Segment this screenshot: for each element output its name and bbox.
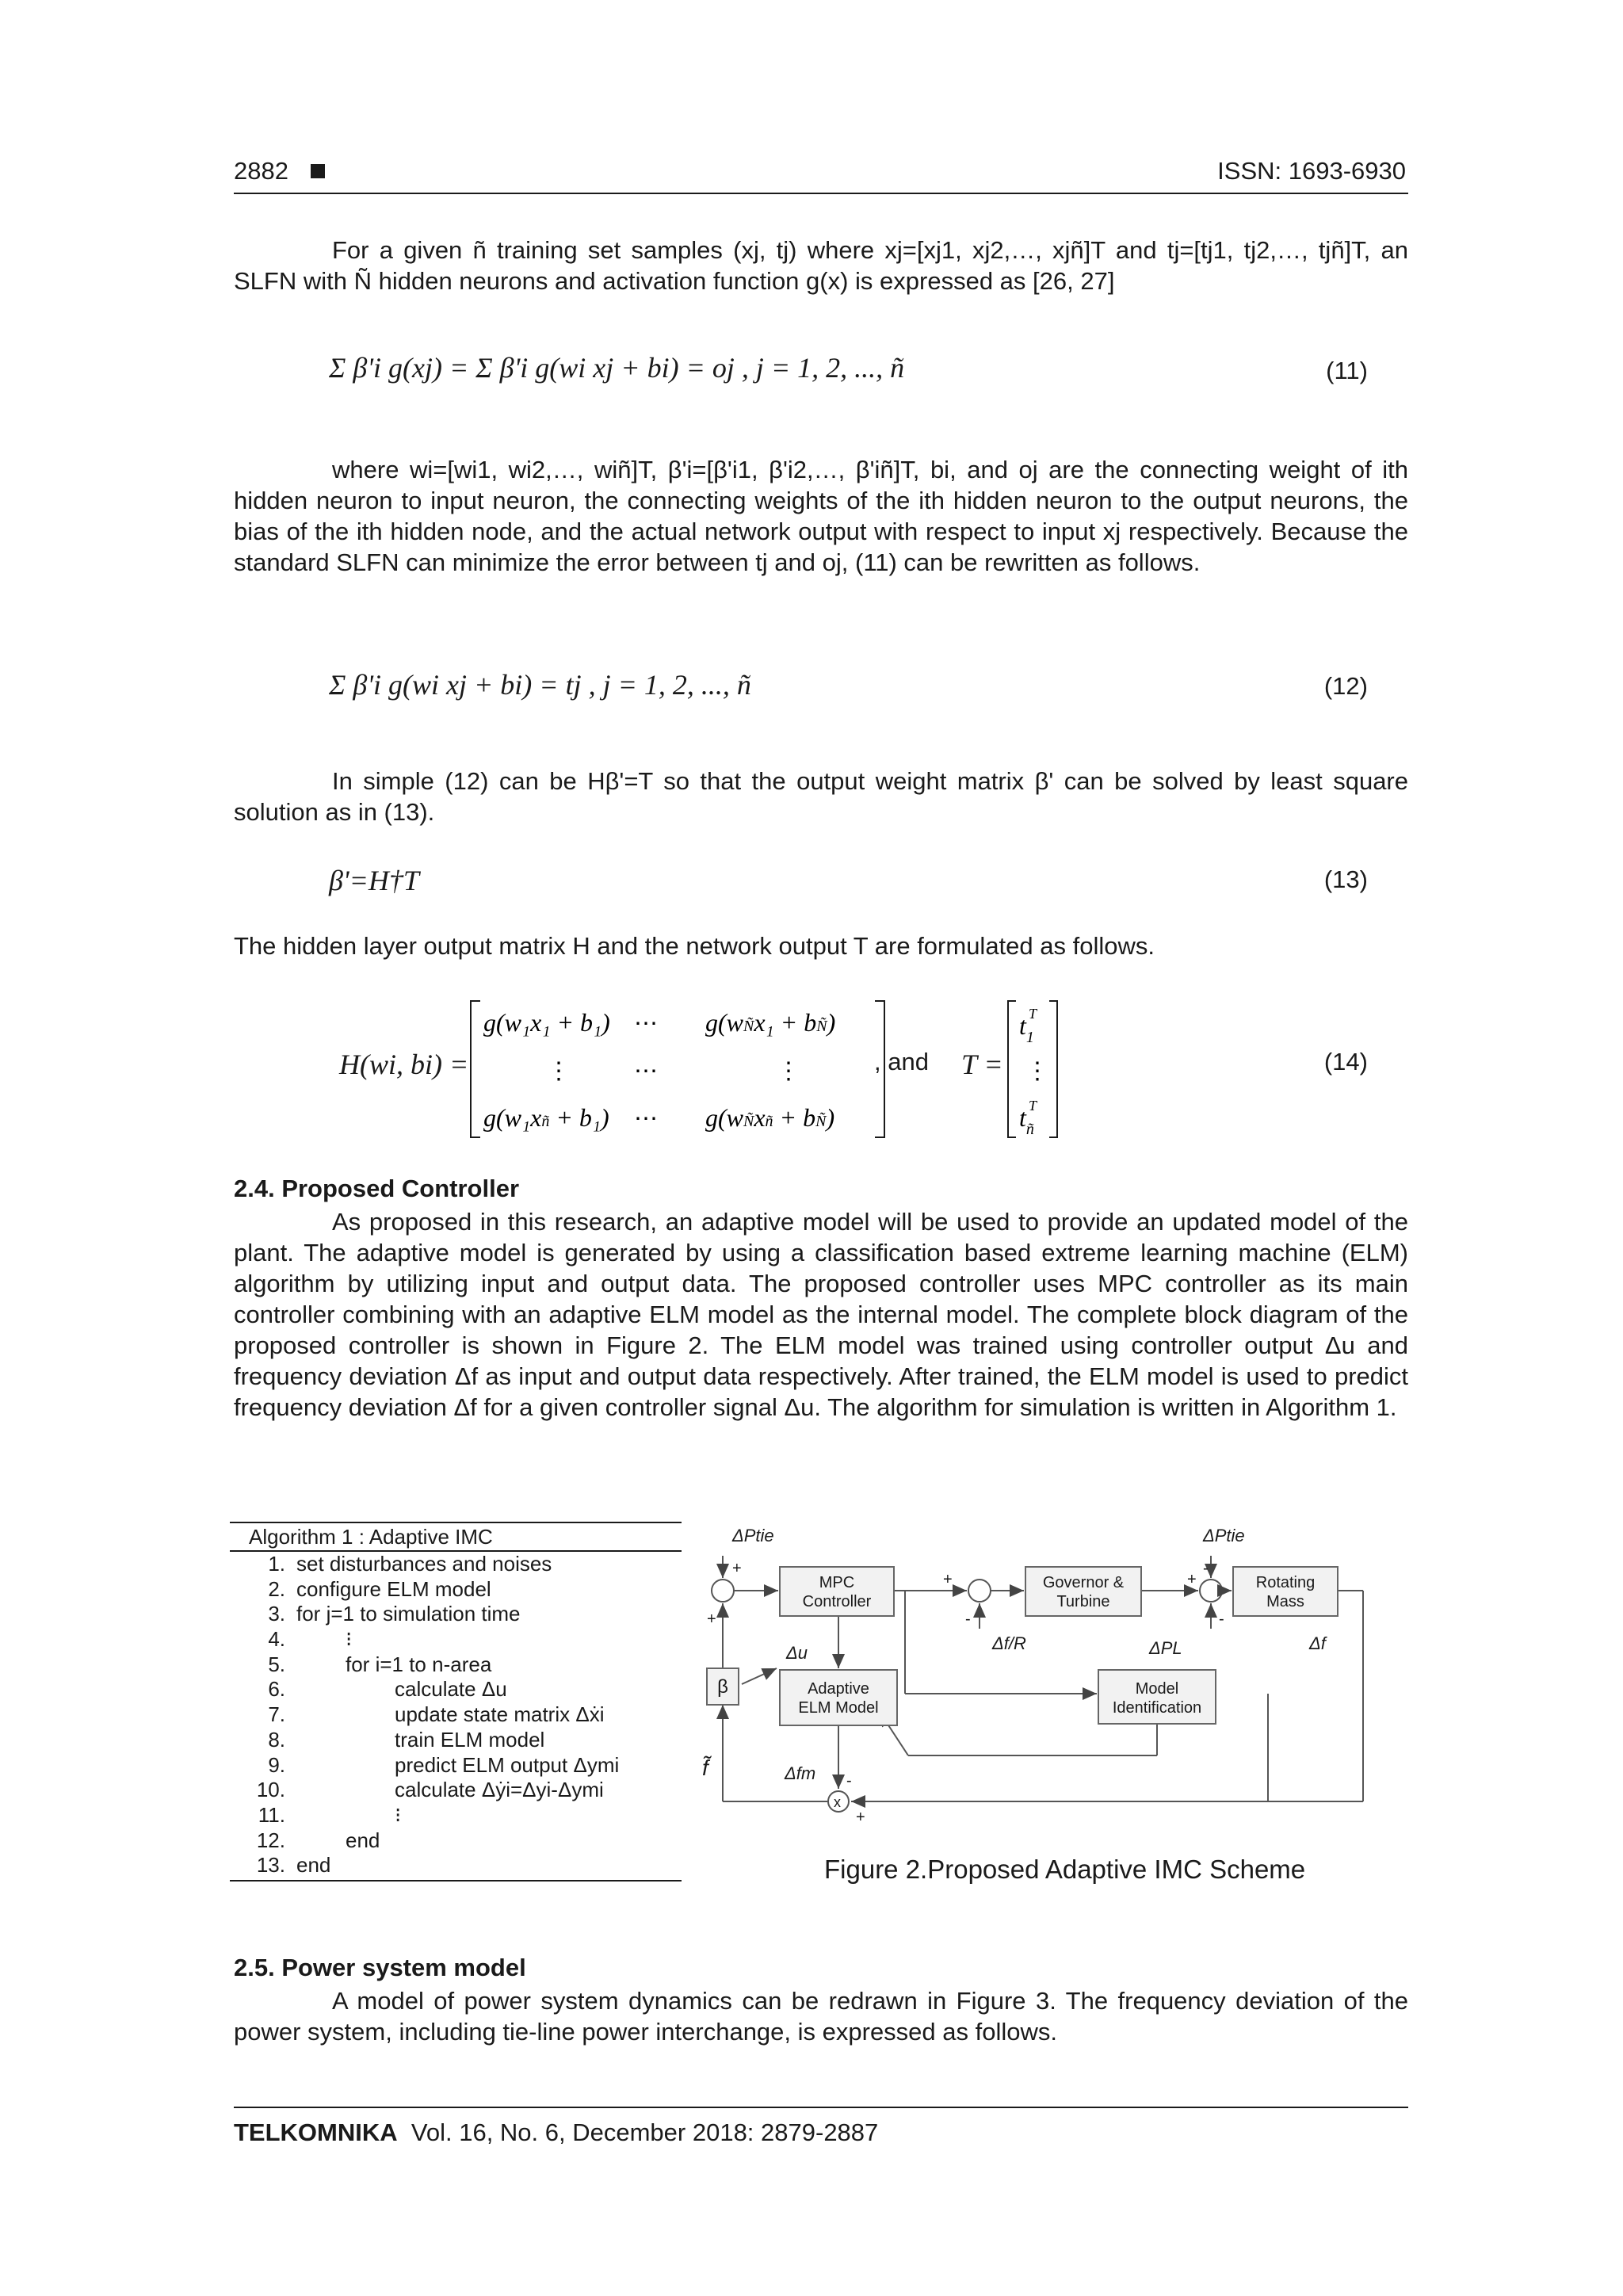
equation-13-number: (13) bbox=[1323, 865, 1368, 893]
svg-text:+: + bbox=[943, 1571, 953, 1588]
section-heading-2-4: 2.4. Proposed Controller bbox=[234, 1175, 520, 1202]
equation-11: Σ β'i g(xj) = Σ β'i g(wi xj + bi) = oj , j = 1, 2, ..., ñ bbox=[329, 352, 905, 384]
equation-14-and: , and bbox=[874, 1048, 929, 1075]
svg-text:-: - bbox=[1219, 1610, 1224, 1628]
algorithm-row bbox=[230, 1677, 682, 1702]
svg-text:⋯: ⋯ bbox=[634, 1058, 658, 1084]
header-rule bbox=[234, 193, 1408, 194]
svg-text:ΔPtie: ΔPtie bbox=[1203, 1526, 1245, 1545]
svg-text:Adaptive: Adaptive bbox=[808, 1680, 869, 1698]
svg-text:g(w₁x₁ + b₁): g(w₁x₁ + b₁) bbox=[483, 1008, 610, 1037]
equation-14-rhs: T = bbox=[961, 1049, 1003, 1080]
algorithm-row-text: ⁝ bbox=[346, 1627, 353, 1652]
svg-text:g(w₁xñ + b₁): g(w₁xñ + b₁) bbox=[483, 1103, 609, 1132]
header-square-icon bbox=[311, 164, 325, 178]
sum-junction-1 bbox=[712, 1580, 734, 1602]
algorithm-row bbox=[230, 1853, 682, 1878]
adaptive-elm-block bbox=[780, 1670, 897, 1725]
svg-text:Identification: Identification bbox=[1112, 1699, 1202, 1717]
sum-junction-2 bbox=[968, 1580, 991, 1602]
svg-text:⋮: ⋮ bbox=[1025, 1058, 1049, 1084]
algorithm-row-text: calculate Δẏi=Δyi-Δymi bbox=[395, 1778, 604, 1802]
page-number: 2882 bbox=[234, 157, 288, 185]
svg-text:+: + bbox=[732, 1560, 742, 1577]
algorithm-row bbox=[230, 1803, 682, 1828]
equation-12: Σ β'i g(wi xj + bi) = tj , j = 1, 2, ..., ñ bbox=[329, 669, 751, 701]
svg-text:ΔPL: ΔPL bbox=[1149, 1638, 1182, 1658]
svg-text:Mass: Mass bbox=[1266, 1593, 1304, 1610]
svg-text:f̃: f̃ bbox=[702, 1755, 708, 1780]
algorithm-row-number: 8. bbox=[268, 1727, 285, 1752]
svg-text:Δfm: Δfm bbox=[785, 1763, 816, 1783]
equation-14-matrix-h bbox=[468, 995, 911, 1145]
paragraph-5: As proposed in this research, an adaptive model will be used to provide an updated model of the plant. The adaptive model is generated by using a classification based extreme learning machine (ELM) algorithm by utilizing input and output data. The proposed controller uses MPC controller as its main controller combining with an adaptive ELM model as the internal model. The complete block diagram of the proposed controller is shown in Figure 2. The ELM model was trained using controller output Δu and frequency deviation Δf as input and output data respectively. After trained, the ELM model is used to predict frequency deviation Δf for a given controller signal Δu. The algorithm for simulation is written in Algorithm 1. bbox=[234, 1208, 1408, 1421]
algorithm-row bbox=[230, 1728, 682, 1753]
algorithm-rows bbox=[230, 1552, 682, 1878]
algorithm-row bbox=[230, 1602, 682, 1627]
svg-text:-: - bbox=[965, 1610, 971, 1628]
svg-text:-: - bbox=[846, 1772, 852, 1790]
algorithm-row-text: set disturbances and noises bbox=[296, 1552, 552, 1576]
algorithm-row-number: 4. bbox=[268, 1627, 285, 1652]
svg-text:Controller: Controller bbox=[802, 1593, 872, 1610]
svg-text:g(wÑxñ + bÑ): g(wÑxñ + bÑ) bbox=[705, 1103, 835, 1132]
footer bbox=[234, 2118, 878, 2147]
algorithm-row-text: ⁝ bbox=[395, 1802, 402, 1827]
svg-text:Governor &: Governor & bbox=[1042, 1574, 1125, 1591]
equation-14-matrix-t bbox=[1005, 995, 1068, 1145]
svg-text:Δu: Δu bbox=[786, 1643, 808, 1663]
equation-13: β'=H†T bbox=[329, 865, 419, 896]
algorithm-row bbox=[230, 1652, 682, 1678]
svg-text:+: + bbox=[707, 1610, 716, 1628]
paragraph-2: where wi=[wi1, wi2,…, wiñ]T, β'i=[β'i1, β'i2,…, β'iñ]T, bi, and oj are the connecting weight of ith hidden neuron to input neuron, the connecting weights of the ith hidden neuron to the output neurons, the bias of the ith hidden node, and the actual network output with respect to input xj respectively. Because the standard SLFN can minimize the error between tj and oj, (11) can be rewritten as follows. bbox=[234, 456, 1408, 576]
svg-text:Turbine: Turbine bbox=[1056, 1593, 1110, 1610]
svg-text:⋮: ⋮ bbox=[777, 1058, 800, 1084]
svg-text:T: T bbox=[1029, 1006, 1037, 1022]
algorithm-bottom-rule bbox=[230, 1880, 682, 1881]
algorithm-row-text: update state matrix Δẋi bbox=[395, 1702, 605, 1727]
algorithm-row-text: for j=1 to simulation time bbox=[296, 1602, 521, 1626]
algorithm-row-number: 9. bbox=[268, 1752, 285, 1777]
section-heading-2-5: 2.5. Power system model bbox=[234, 1954, 526, 1981]
algorithm-row-text: calculate Δu bbox=[395, 1677, 507, 1702]
algorithm-row bbox=[230, 1552, 682, 1577]
svg-text:Rotating: Rotating bbox=[1255, 1574, 1316, 1591]
algorithm-title: Algorithm 1 : Adaptive IMC bbox=[230, 1522, 682, 1552]
algorithm-row bbox=[230, 1778, 682, 1803]
svg-text:-: - bbox=[1203, 1560, 1209, 1577]
algorithm-row-text: predict ELM output Δymi bbox=[395, 1752, 620, 1777]
svg-text:⋯: ⋯ bbox=[634, 1010, 658, 1037]
algorithm-row-number: 3. bbox=[268, 1602, 285, 1626]
svg-text:⋯: ⋯ bbox=[634, 1106, 658, 1132]
algorithm-row bbox=[230, 1702, 682, 1728]
equation-11-number: (11) bbox=[1326, 357, 1368, 384]
algorithm-row-text: for i=1 to n-area bbox=[346, 1652, 492, 1676]
issn: ISSN: 1693-6930 bbox=[1217, 157, 1406, 185]
footer-journal: TELKOMNIKA bbox=[234, 2118, 398, 2146]
svg-text:T: T bbox=[1029, 1098, 1037, 1114]
algorithm-row bbox=[230, 1828, 682, 1854]
svg-text:ELM Model: ELM Model bbox=[798, 1699, 879, 1717]
algorithm-row-number: 11. bbox=[258, 1802, 285, 1827]
paragraph-3: In simple (12) can be Hβ'=T so that the output weight matrix β' can be solved by least square solution as in (13). bbox=[234, 767, 1408, 826]
svg-text:β: β bbox=[717, 1676, 728, 1698]
algorithm-row-number: 7. bbox=[268, 1702, 285, 1727]
sum-junction-3 bbox=[1200, 1580, 1222, 1602]
algorithm-row-text: end bbox=[346, 1828, 380, 1852]
algorithm-row-number: 10. bbox=[256, 1778, 285, 1802]
svg-text:ΔPtie: ΔPtie bbox=[732, 1526, 774, 1545]
algorithm-row bbox=[230, 1627, 682, 1652]
svg-text:Δf: Δf bbox=[1309, 1633, 1326, 1653]
algorithm-box bbox=[230, 1522, 682, 1881]
algorithm-row-number: 2. bbox=[268, 1576, 285, 1601]
paragraph-1: For a given ñ training set samples (xj, tj) where xj=[xj1, xj2,…, xjñ]T and tj=[tj1, tj2,…, tjñ]T, an SLFN with Ñ hidden neurons and activation function g(x) is expressed as [26, 27] bbox=[234, 236, 1408, 295]
algorithm-row-number: 1. bbox=[268, 1552, 285, 1576]
algorithm-row-number: 5. bbox=[268, 1652, 285, 1676]
algorithm-row-number: 13. bbox=[256, 1853, 285, 1878]
svg-text:t1: $t_1$ bbox=[1019, 1011, 1034, 1046]
algorithm-row bbox=[230, 1577, 682, 1603]
figure-2-diagram bbox=[697, 1518, 1379, 1827]
svg-text:⋮: ⋮ bbox=[547, 1058, 571, 1084]
equation-14-number: (14) bbox=[1323, 1048, 1368, 1075]
algorithm-row bbox=[230, 1753, 682, 1778]
svg-text:+: + bbox=[1187, 1571, 1197, 1588]
paragraph-4: The hidden layer output matrix H and the network output T are formulated as follows. bbox=[234, 932, 1155, 960]
svg-text:tñ: $t_ñ$ bbox=[1019, 1103, 1034, 1138]
svg-text:MPC: MPC bbox=[819, 1574, 855, 1591]
footer-rule bbox=[234, 2107, 1408, 2108]
algorithm-row-number: 6. bbox=[268, 1677, 285, 1702]
algorithm-row-text: train ELM model bbox=[395, 1727, 545, 1752]
paragraph-6: A model of power system dynamics can be redrawn in Figure 3. The frequency deviation of the power system, including tie-line power interchange, is expressed as follows. bbox=[234, 1987, 1408, 2046]
algorithm-row-number: 12. bbox=[256, 1828, 285, 1852]
svg-text:Δf/R: Δf/R bbox=[992, 1633, 1026, 1653]
svg-text:Model: Model bbox=[1135, 1680, 1179, 1698]
svg-text:g(wÑx₁ + bÑ): g(wÑx₁ + bÑ) bbox=[705, 1008, 836, 1037]
algorithm-row-text: end bbox=[296, 1853, 331, 1878]
svg-text:x: x bbox=[834, 1794, 841, 1810]
equation-14-lhs: H(wi, bi) = bbox=[339, 1049, 469, 1080]
equation-12-number: (12) bbox=[1323, 672, 1368, 700]
figure-2-caption: Figure 2.Proposed Adaptive IMC Scheme bbox=[824, 1855, 1306, 1884]
footer-info: Vol. 16, No. 6, December 2018: 2879-2887 bbox=[411, 2118, 879, 2146]
svg-text:+: + bbox=[856, 1809, 865, 1826]
algorithm-row-text: configure ELM model bbox=[296, 1576, 491, 1601]
